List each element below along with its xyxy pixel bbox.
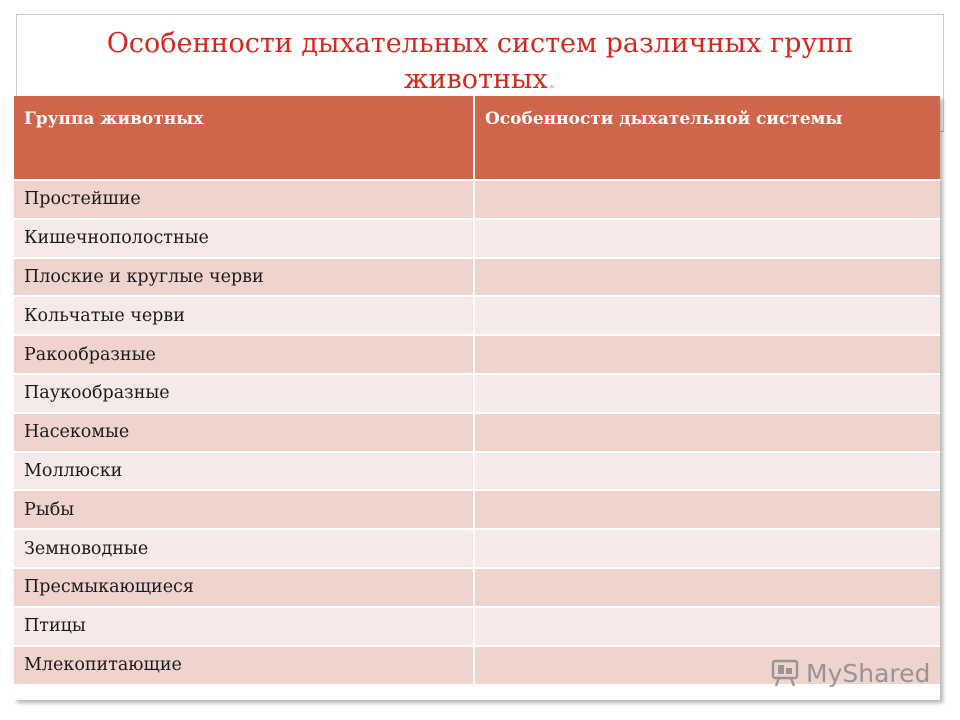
respiratory-systems-table bbox=[14, 96, 940, 700]
cell-group: Моллюски bbox=[14, 452, 474, 491]
cell-group: Плоские и круглые черви bbox=[14, 258, 474, 297]
cell-group: Паукообразные bbox=[14, 374, 474, 413]
cell-feature[interactable] bbox=[474, 258, 940, 297]
table-row bbox=[14, 607, 940, 646]
table-row bbox=[14, 219, 940, 258]
cell-group: Кольчатые черви bbox=[14, 296, 474, 335]
cell-feature[interactable] bbox=[474, 452, 940, 491]
cell-group: Земноводные bbox=[14, 529, 474, 568]
cell-feature[interactable] bbox=[474, 607, 940, 646]
table-row bbox=[14, 180, 940, 219]
watermark-text: MyShared bbox=[806, 658, 931, 688]
header-respiratory-features: Особенности дыхательной системы bbox=[474, 96, 940, 180]
cell-feature[interactable] bbox=[474, 374, 940, 413]
table-row bbox=[14, 258, 940, 297]
cell-feature[interactable] bbox=[474, 413, 940, 452]
header-animal-group: Группа животных bbox=[14, 96, 474, 180]
cell-group: Насекомые bbox=[14, 413, 474, 452]
cell-feature[interactable] bbox=[474, 335, 940, 374]
cell-group: Пресмыкающиеся bbox=[14, 568, 474, 607]
slide-title-punct: . bbox=[547, 64, 557, 95]
table-row bbox=[14, 490, 940, 529]
cell-feature[interactable] bbox=[474, 296, 940, 335]
table-header-row bbox=[14, 96, 940, 180]
cell-group: Кишечнополостные bbox=[14, 219, 474, 258]
cell-feature[interactable] bbox=[474, 490, 940, 529]
cell-group: Млекопитающие bbox=[14, 646, 474, 685]
table-row bbox=[14, 452, 940, 491]
slide-title bbox=[40, 26, 920, 98]
cell-group: Ракообразные bbox=[14, 335, 474, 374]
table-row bbox=[14, 374, 940, 413]
table bbox=[14, 96, 940, 684]
cell-feature[interactable] bbox=[474, 219, 940, 258]
cell-group: Простейшие bbox=[14, 180, 474, 219]
table-row bbox=[14, 413, 940, 452]
cell-feature[interactable] bbox=[474, 568, 940, 607]
table-row bbox=[14, 529, 940, 568]
cell-group: Птицы bbox=[14, 607, 474, 646]
table-row bbox=[14, 296, 940, 335]
presentation-board-icon bbox=[770, 658, 800, 688]
table-row bbox=[14, 335, 940, 374]
myshared-watermark[interactable] bbox=[770, 655, 940, 691]
cell-feature[interactable] bbox=[474, 180, 940, 219]
table-row bbox=[14, 568, 940, 607]
slide-title-text: Особенности дыхательных систем различных групп животных bbox=[106, 28, 854, 95]
cell-group: Рыбы bbox=[14, 490, 474, 529]
cell-feature[interactable] bbox=[474, 529, 940, 568]
